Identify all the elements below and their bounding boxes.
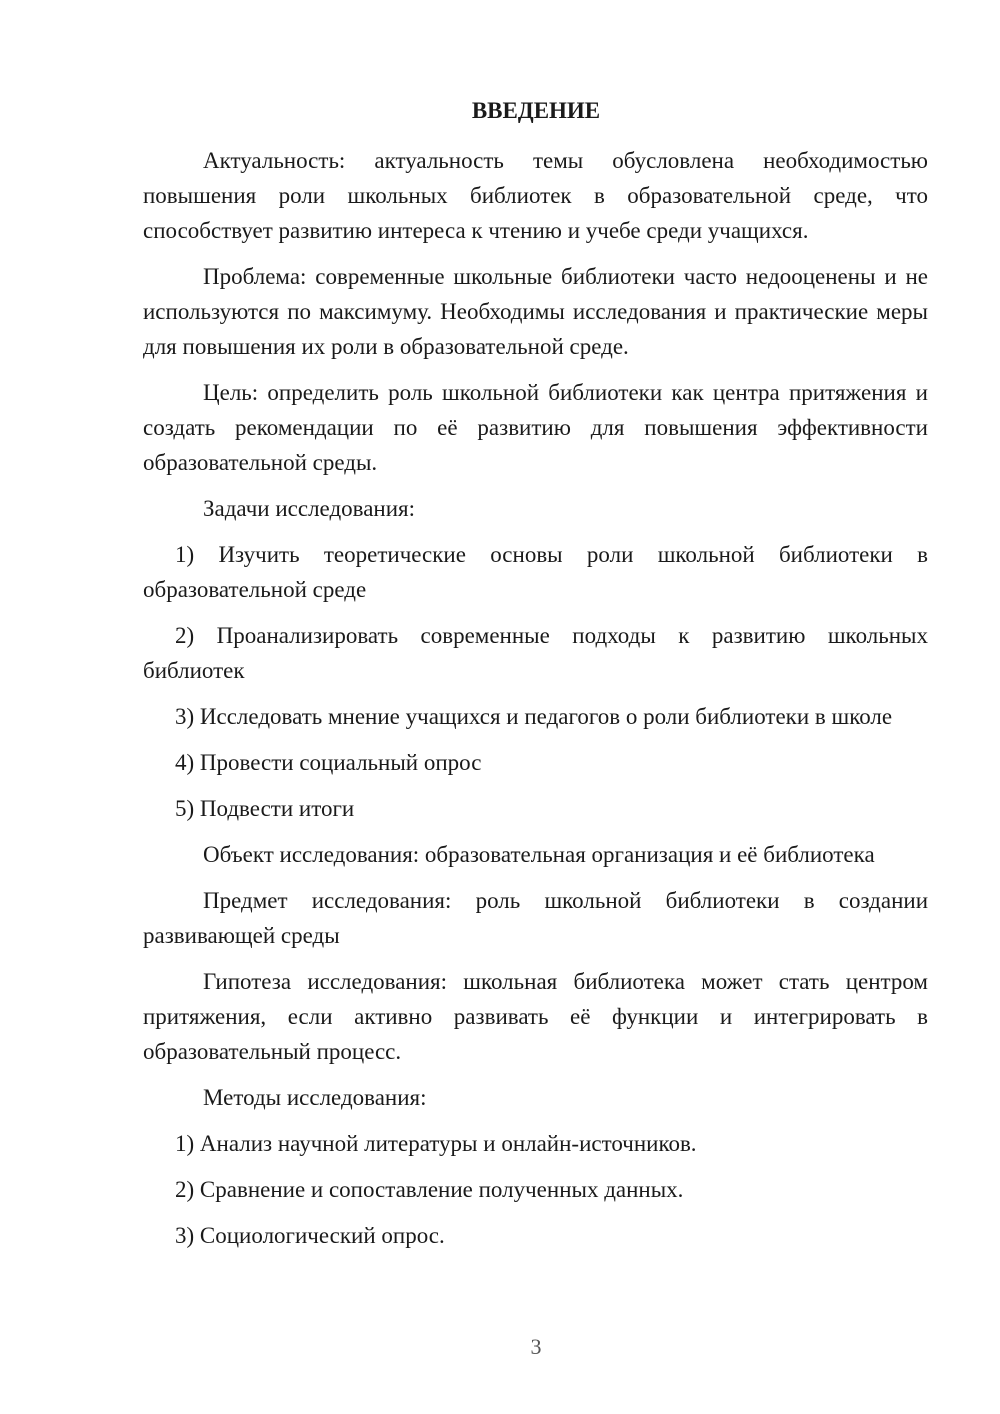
method-item-2: 2) Сравнение и сопоставление полученных данных. (175, 1177, 684, 1202)
paragraph-hypothesis: Гипотеза исследования: школьная библиотека может стать центром притяжения, если активно развивать её функции и интегрировать в образовательный процесс. (143, 969, 928, 1064)
task-item-1: 1) Изучить теоретические основы роли школьной библиотеки в образовательной среде (143, 542, 928, 602)
page-number: 3 (530, 1334, 542, 1359)
method-item-3: 3) Социологический опрос. (175, 1223, 445, 1248)
task-item-3: 3) Исследовать мнение учащихся и педагогов о роли библиотеки в школе (175, 704, 893, 729)
paragraph-relevance: Актуальность: актуальность темы обусловлена необходимостью повышения роли школьных библиотек в образовательной среде, что способствует развитию интереса к чтению и учебе среди учащихся. (143, 148, 928, 243)
method-item-1: 1) Анализ научной литературы и онлайн-источников. (175, 1131, 697, 1156)
paragraph-problem: Проблема: современные школьные библиотеки часто недооценены и не используются по максимуму. Необходимы исследования и практические меры для повышения их роли в образовательной среде. (143, 264, 928, 359)
document-body (143, 143, 928, 1264)
paragraph-subject: Предмет исследования: роль школьной библиотеки в создании развивающей среды (143, 888, 928, 948)
paragraph-goal: Цель: определить роль школьной библиотеки как центра притяжения и создать рекомендации по её развитию для повышения эффективности образовательной среды. (143, 380, 928, 475)
task-item-5: 5) Подвести итоги (175, 796, 355, 821)
task-item-4: 4) Провести социальный опрос (175, 750, 482, 775)
tasks-heading: Задачи исследования: (203, 496, 416, 521)
paragraph-object: Объект исследования: образовательная организация и её библиотека (203, 842, 875, 867)
task-item-2: 2) Проанализировать современные подходы к развитию школьных библиотек (143, 623, 928, 683)
methods-heading: Методы исследования: (203, 1085, 427, 1110)
page-title: ВВЕДЕНИЕ (471, 98, 601, 123)
